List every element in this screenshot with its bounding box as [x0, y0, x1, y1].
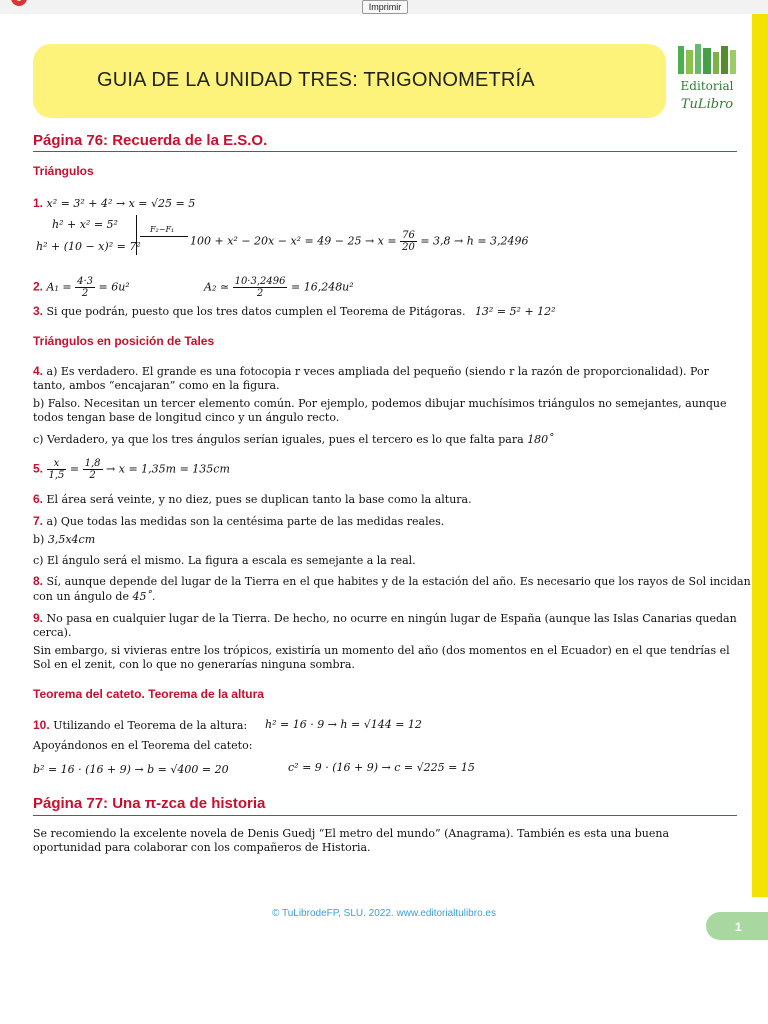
page-number: 1: [735, 920, 742, 934]
exercise-8: 8. Sí, aunque depende del lugar de la Tierra en el que habites y de la estación del año. Es necesario que los rayos de Sol incidan: [33, 574, 751, 588]
exercise-6: 6. El área será veinte, y no diez, pues se duplican tanto la base como la altura.: [33, 492, 472, 506]
exercise-10: 10. Utilizando el Teorema de la altura:: [33, 718, 248, 732]
exercise-4a: 4. a) Es verdadero. El grande es una fotocopia r veces ampliada del pequeño (siendo r la razón de proporcionalidad). Por tanto, ambos “encajaran” como en la figura.: [33, 364, 709, 392]
exercise-4b: b) Falso. Necesitan un tercer elemento común. Por ejemplo, podemos dibujar muchísimos triángulos no semejantes, aunque todos tengan base de longitud cinco y un ángulo recto.: [33, 397, 727, 424]
ex10-text2: Apoyándonos en el Teorema del cateto:: [33, 739, 253, 752]
ex10-math1: h² = 16 · 9 → h = √144 = 12: [265, 718, 422, 731]
system-eq-1: h² + x² = 5²: [52, 218, 118, 231]
footer-copyright[interactable]: © TuLibrodeFP, SLU. 2022. www.editorialtulibro.es: [272, 908, 496, 919]
exercise-9-para2: Sin embargo, si vivieras entre los trópicos, existiría un momento del año (dos momentos en el Ecuador) en el que tendrías el Sol en el zenit, con lo que no generarías ninguna sombra.: [33, 644, 730, 671]
historia-paragraph: Se recomiendo la excelente novela de Denis Guedj “El metro del mundo” (Anagrama). También es esta una buena oportunidad para colaborar con los compañeros de Historia.: [33, 827, 670, 854]
editorial-logo: [674, 44, 740, 116]
subheading-cateto: Teorema del cateto. Teorema de la altura: [33, 687, 264, 701]
page-title: GUIA DE LA UNIDAD TRES: TRIGONOMETRÍA: [97, 69, 535, 91]
arrow-label: F₂−F₁: [150, 225, 175, 234]
exercise-4c: c) Verdadero, ya que los tres ángulos serían iguales, pues el tercero es lo que falta para 180˚: [33, 433, 554, 446]
exercise-2: 2. A₁ = $\frac{4\cdot 3}{2}$ = 6u²: [33, 276, 130, 299]
section-title-p77: Página 77: Una π-zca de historia: [33, 795, 266, 812]
section-divider: [33, 151, 737, 152]
exercise-1: [33, 196, 195, 211]
title-banner: [33, 44, 666, 118]
exercise-7b: b) 3,5x4cm: [33, 533, 96, 546]
exercise-9: 9. No pasa en cualquier lugar de la Tierra. De hecho, no ocurre en ningún lugar de España (aunque las Islas Canarias quedan cerca).: [33, 611, 737, 639]
arrow: [140, 236, 188, 237]
math-expression: x² = 3² + 4² → x = √25 = 5: [46, 197, 196, 210]
exercise-number: 2.: [33, 279, 44, 294]
exercise-7c: c) El ángulo será el mismo. La figura a escala es semejante a la real.: [33, 554, 416, 567]
subheading-tales: Triángulos en posición de Tales: [33, 334, 215, 348]
browser-toolbar: [0, 0, 768, 15]
right-accent-bar: [752, 14, 768, 897]
section-title-p76: Página 76: Recuerda de la E.S.O.: [33, 132, 268, 149]
section-divider: [33, 815, 737, 816]
subheading-triangulos: Triángulos: [33, 164, 94, 178]
exercise-7a: 7. a) Que todas las medidas son la centésima parte de las medidas reales.: [33, 514, 445, 528]
ex1-result: 100 + x² − 20x − x² = 49 − 25 → x = $\frac{76}{20}$ = 3,8 → h = 3,2496: [190, 230, 529, 253]
ex10-math3: c² = 9 · (16 + 9) → c = √225 = 15: [288, 761, 475, 774]
brace: [132, 215, 137, 255]
logo-text-editorial: Editorial: [680, 79, 734, 93]
print-button[interactable]: Imprimir: [362, 0, 408, 14]
exercise-3: 3. Si que podrán, puesto que los tres datos cumplen el Teorema de Pitágoras. 13² = 5² + 12²: [33, 304, 556, 318]
ex2-a2: A₂ ≃ $\frac{10\cdot 3,2496}{2}$ = 16,248u²: [204, 276, 354, 299]
ex10-math2: b² = 16 · (16 + 9) → b = √400 = 20: [33, 763, 229, 776]
gear-icon[interactable]: [2, 0, 36, 10]
exercise-8-line2: con un ángulo de 45˚.: [33, 590, 156, 603]
exercise-number: 1.: [33, 196, 44, 210]
logo-text-tulibro: TuLibro: [680, 97, 734, 112]
system-eq-2: h² + (10 − x)² = 7²: [36, 240, 141, 253]
exercise-5: 5. $\frac{x}{1,5}$ = $\frac{1,8}{2}$ → x = 1,35m = 135cm: [33, 458, 230, 481]
